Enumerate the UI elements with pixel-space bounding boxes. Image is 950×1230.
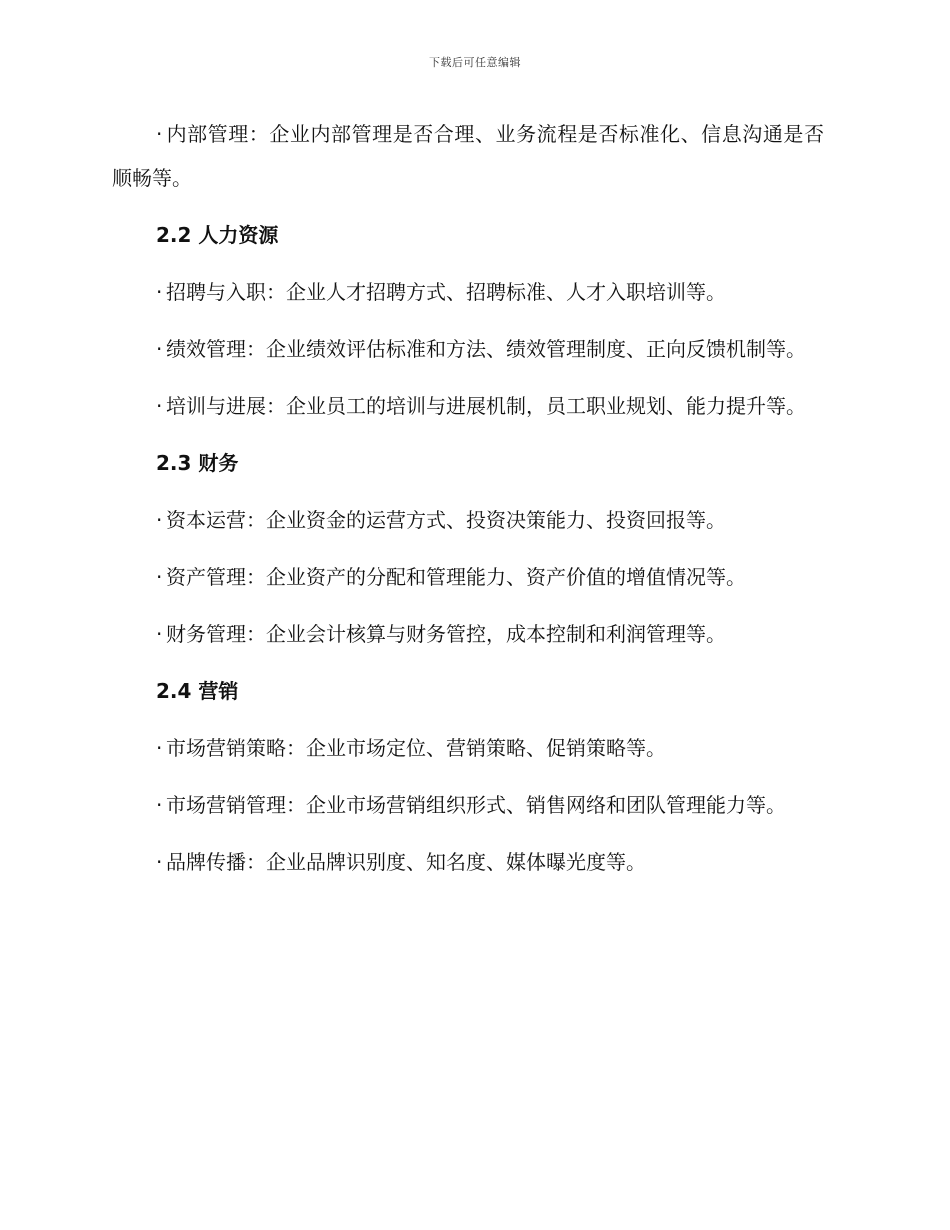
bullet-mark: · [156,508,163,532]
paragraph-asset-management [112,555,824,599]
paragraph-text: 财务管理：企业会计核算与财务管控，成本控制和利润管理等。 [166,622,726,646]
paragraph-text: 资本运营：企业资金的运营方式、投资决策能力、投资回报等。 [166,508,726,532]
paragraph-marketing-management [112,783,824,827]
paragraph-text: 市场营销管理：企业市场营销组织形式、销售网络和团队管理能力等。 [166,793,786,817]
paragraph-brand-communication [112,840,824,884]
paragraph-marketing-strategy [112,726,824,770]
paragraph-text: 市场营销策略：企业市场定位、营销策略、促销策略等。 [166,736,666,760]
section-heading-finance: 2.3 财务 [156,451,239,475]
paragraph-performance [112,327,824,371]
paragraph-financial-management [112,612,824,656]
section-heading-marketing: 2.4 营销 [156,679,239,703]
bullet-mark: · [156,394,163,418]
bullet-mark: · [156,736,163,760]
paragraph-text: 招聘与入职：企业人才招聘方式、招聘标准、人才入职培训等。 [166,280,726,304]
header-note: 下载后可任意编辑 [429,56,521,69]
bullet-mark: · [156,337,163,361]
bullet-mark: · [156,622,163,646]
paragraph-text: 培训与进展：企业员工的培训与进展机制，员工职业规划、能力提升等。 [166,394,806,418]
bullet-mark: · [156,280,163,304]
document-body [112,112,824,884]
bullet-mark: · [156,565,163,589]
paragraph-text: 资产管理：企业资产的分配和管理能力、资产价值的增值情况等。 [166,565,746,589]
bullet-mark: · [156,850,163,874]
bullet-mark: · [156,122,163,146]
paragraph-recruitment [112,270,824,314]
paragraph-internal-management [112,112,824,200]
section-heading-human-resources: 2.2 人力资源 [156,223,279,247]
paragraph-training [112,384,824,428]
paragraph-capital-operation [112,498,824,542]
paragraph-text: 品牌传播：企业品牌识别度、知名度、媒体曝光度等。 [166,850,646,874]
paragraph-text: 内部管理：企业内部管理是否合理、业务流程是否标准化、信息沟通是否顺畅等。 [112,122,824,190]
paragraph-text: 绩效管理：企业绩效评估标准和方法、绩效管理制度、正向反馈机制等。 [166,337,806,361]
bullet-mark: · [156,793,163,817]
